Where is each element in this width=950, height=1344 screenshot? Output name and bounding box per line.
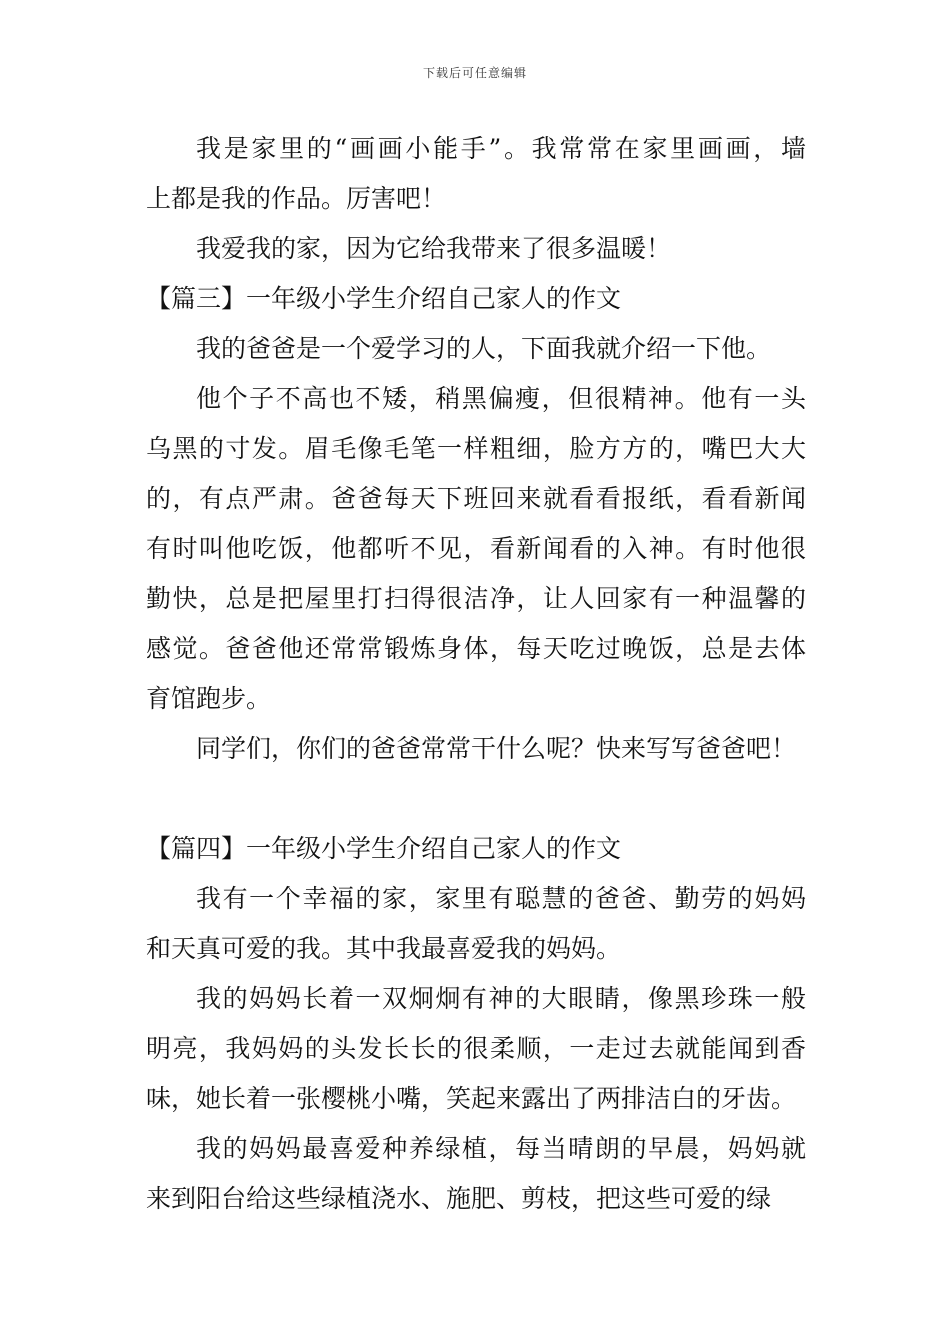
text-line: 有时叫他吃饭，他都听不见，看新闻看的入神。有时他很 [146,534,806,563]
text-line: 【篇三】一年级小学生介绍自己家人的作文 [146,284,622,313]
text-line: 同学们，你们的爸爸常常干什么呢？快来写写爸爸吧！ [196,734,797,763]
paragraph [146,124,806,224]
text-line: 我的妈妈最喜爱种养绿植，每当晴朗的早晨，妈妈就 [196,1134,806,1163]
section-spacer [146,774,806,824]
paragraph [146,324,806,374]
text-line: 和天真可爱的我。其中我最喜爱我的妈妈。 [146,934,622,963]
text-line: 我的爸爸是一个爱学习的人，下面我就介绍一下他。 [196,334,772,363]
text-line: 乌黑的寸发。眉毛像毛笔一样粗细，脸方方的，嘴巴大大 [146,434,806,463]
text-line: 来到阳台给这些绿植浇水、施肥、剪枝，把这些可爱的绿 [146,1184,772,1213]
paragraph [146,374,806,724]
text-line: 明亮，我妈妈的头发长长的很柔顺，一走过去就能闻到香 [146,1034,806,1063]
paragraph [146,724,806,774]
section-heading [146,274,806,324]
text-line: 【篇四】一年级小学生介绍自己家人的作文 [146,834,622,863]
section-heading [146,824,806,874]
document-body [146,124,806,1224]
text-line: 的，有点严肃。爸爸每天下班回来就看看报纸，看看新闻 [146,484,806,513]
text-line: 育馆跑步。 [146,684,272,713]
paragraph [146,874,806,974]
text-line: 感觉。爸爸他还常常锻炼身体，每天吃过晚饭，总是去体 [146,634,806,663]
paragraph [146,1124,806,1224]
page-header-note: 下载后可任意编辑 [422,66,527,80]
paragraph [146,974,806,1124]
text-line: 我有一个幸福的家，家里有聪慧的爸爸、勤劳的妈妈 [196,884,806,913]
text-line: 勤快，总是把屋里打扫得很洁净，让人回家有一种温馨的 [146,584,806,613]
text-line: 我的妈妈长着一双炯炯有神的大眼睛，像黑珍珠一般 [196,984,806,1013]
paragraph [146,224,806,274]
text-line: 他个子不高也不矮，稍黑偏瘦，但很精神。他有一头 [196,384,806,413]
text-line: 我爱我的家，因为它给我带来了很多温暖！ [196,234,672,263]
text-line: 味，她长着一张樱桃小嘴，笑起来露出了两排洁白的牙齿。 [146,1084,797,1113]
text-line: 我是家里的“画画小能手”。我常常在家里画画，墙 [196,134,806,163]
text-line: 上都是我的作品。厉害吧！ [146,184,447,213]
